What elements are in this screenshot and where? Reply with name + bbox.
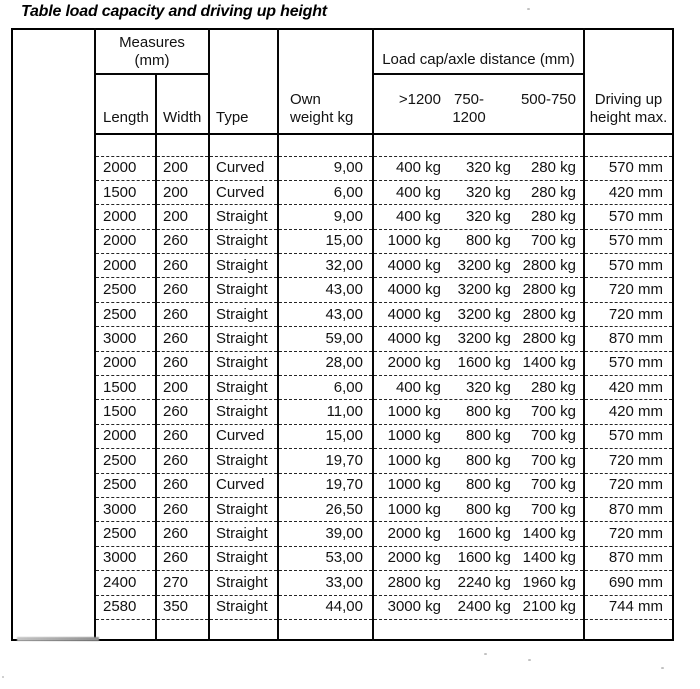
spacer-cell xyxy=(209,619,278,640)
table-row xyxy=(12,278,673,302)
cell-driving-height: 744 mm xyxy=(584,595,673,619)
cell-width: 270 xyxy=(156,571,209,595)
spacer-cell xyxy=(95,134,156,156)
cell-cap-500-750: 2800 kg xyxy=(522,305,576,323)
cell-cap-gt1200: 2800 kg xyxy=(387,573,441,591)
header-axle-750-1200-line2: 1200 xyxy=(452,109,486,126)
header-own-weight xyxy=(278,29,373,134)
cell-load-capacities xyxy=(373,571,584,595)
cell-load-capacities xyxy=(373,546,584,570)
cell-width: 260 xyxy=(156,522,209,546)
table-row xyxy=(12,497,673,521)
cell-length: 2580 xyxy=(95,595,156,619)
cell-cap-750-1200: 1600 kg xyxy=(457,525,511,543)
cell-cap-750-1200: 3200 kg xyxy=(457,329,511,347)
cell-cap-gt1200: 1000 kg xyxy=(387,403,441,421)
spacer-cell xyxy=(584,619,673,640)
cell-load-capacities xyxy=(373,205,584,229)
cell-load-capacities xyxy=(373,424,584,448)
cell-type: Curved xyxy=(209,156,278,180)
cell-type: Curved xyxy=(209,473,278,497)
cell-cap-gt1200: 3000 kg xyxy=(387,598,441,616)
table-row xyxy=(12,376,673,400)
header-row-top xyxy=(12,29,673,74)
cell-cap-500-750: 280 kg xyxy=(530,378,576,396)
cell-driving-height: 720 mm xyxy=(584,473,673,497)
cell-type: Straight xyxy=(209,205,278,229)
cell-length: 2000 xyxy=(95,156,156,180)
cell-load-capacities xyxy=(373,351,584,375)
header-driving-line2: height max. xyxy=(589,109,668,126)
cell-cap-gt1200: 400 kg xyxy=(395,207,441,225)
cell-cap-750-1200: 2400 kg xyxy=(457,598,511,616)
cell-width: 260 xyxy=(156,473,209,497)
table-row xyxy=(12,449,673,473)
cell-load-capacities xyxy=(373,376,584,400)
cell-cap-gt1200: 4000 kg xyxy=(387,281,441,299)
cell-type: Straight xyxy=(209,595,278,619)
cell-cap-gt1200: 4000 kg xyxy=(387,329,441,347)
cell-cap-750-1200: 1600 kg xyxy=(457,549,511,567)
header-width: Width xyxy=(156,74,209,134)
scan-smudge-artifact xyxy=(17,637,99,641)
spacer-cell xyxy=(278,134,373,156)
cell-cap-500-750: 700 kg xyxy=(530,451,576,469)
table-row xyxy=(12,473,673,497)
cell-cap-gt1200: 1000 kg xyxy=(387,476,441,494)
table-row xyxy=(12,424,673,448)
cell-length: 2500 xyxy=(95,302,156,326)
cell-cap-750-1200: 800 kg xyxy=(465,451,511,469)
cell-driving-height: 570 mm xyxy=(584,156,673,180)
header-length: Length xyxy=(95,74,156,134)
cell-type: Straight xyxy=(209,571,278,595)
cell-own-weight: 9,00 xyxy=(278,205,373,229)
header-axle-750-1200 xyxy=(441,91,511,127)
spacer-cell xyxy=(156,619,209,640)
spacer-cell xyxy=(373,134,584,156)
cell-length: 2500 xyxy=(95,473,156,497)
cell-own-weight: 43,00 xyxy=(278,278,373,302)
header-axle-500-750: 500-750 xyxy=(520,91,576,108)
cell-driving-height: 720 mm xyxy=(584,522,673,546)
cell-own-weight: 15,00 xyxy=(278,229,373,253)
cell-type: Straight xyxy=(209,327,278,351)
cell-cap-750-1200: 320 kg xyxy=(465,207,511,225)
cell-load-capacities xyxy=(373,595,584,619)
cell-driving-height: 420 mm xyxy=(584,376,673,400)
scan-speck xyxy=(528,659,531,661)
cell-length: 2000 xyxy=(95,205,156,229)
cell-driving-height: 570 mm xyxy=(584,205,673,229)
cell-load-capacities xyxy=(373,497,584,521)
cell-cap-500-750: 2800 kg xyxy=(522,329,576,347)
cell-cap-750-1200: 3200 kg xyxy=(457,256,511,274)
cell-width: 260 xyxy=(156,302,209,326)
cell-driving-height: 570 mm xyxy=(584,351,673,375)
cell-cap-500-750: 1960 kg xyxy=(522,573,576,591)
cell-load-capacities xyxy=(373,473,584,497)
cell-own-weight: 6,00 xyxy=(278,376,373,400)
cell-driving-height: 870 mm xyxy=(584,497,673,521)
cell-cap-500-750: 700 kg xyxy=(530,476,576,494)
table-row xyxy=(12,351,673,375)
cell-cap-gt1200: 1000 kg xyxy=(387,427,441,445)
spacer-row-bottom xyxy=(12,619,673,640)
cell-width: 260 xyxy=(156,278,209,302)
cell-length: 2000 xyxy=(95,424,156,448)
cell-length: 2400 xyxy=(95,571,156,595)
cell-load-capacities xyxy=(373,278,584,302)
cell-type: Curved xyxy=(209,180,278,204)
cell-load-capacities xyxy=(373,180,584,204)
cell-type: Straight xyxy=(209,400,278,424)
cell-cap-750-1200: 320 kg xyxy=(465,183,511,201)
header-measures-line1: Measures xyxy=(119,33,185,51)
scan-speck xyxy=(661,667,664,669)
cell-load-capacities xyxy=(373,229,584,253)
cell-width: 200 xyxy=(156,376,209,400)
cell-cap-gt1200: 400 kg xyxy=(395,378,441,396)
cell-load-capacities xyxy=(373,400,584,424)
table-row xyxy=(12,254,673,278)
cell-cap-500-750: 700 kg xyxy=(530,427,576,445)
cell-type: Straight xyxy=(209,522,278,546)
cell-type: Straight xyxy=(209,497,278,521)
cell-driving-height: 570 mm xyxy=(584,254,673,278)
cell-driving-height: 870 mm xyxy=(584,546,673,570)
spacer-cell xyxy=(373,619,584,640)
cell-cap-gt1200: 400 kg xyxy=(395,159,441,177)
cell-length: 2000 xyxy=(95,229,156,253)
cell-own-weight: 33,00 xyxy=(278,571,373,595)
table-row xyxy=(12,180,673,204)
cell-cap-gt1200: 4000 kg xyxy=(387,305,441,323)
header-type: Type xyxy=(209,29,278,134)
header-driving-line1: Driving up xyxy=(594,91,663,108)
cell-own-weight: 28,00 xyxy=(278,351,373,375)
cell-type: Straight xyxy=(209,546,278,570)
cell-cap-500-750: 1400 kg xyxy=(522,525,576,543)
cell-type: Straight xyxy=(209,278,278,302)
spacer-cell xyxy=(584,134,673,156)
cell-cap-750-1200: 320 kg xyxy=(465,378,511,396)
header-driving-up xyxy=(584,29,673,134)
cell-own-weight: 11,00 xyxy=(278,400,373,424)
cell-cap-750-1200: 800 kg xyxy=(465,427,511,445)
header-measures-line2: (mm) xyxy=(134,51,170,69)
cell-length: 2500 xyxy=(95,278,156,302)
cell-own-weight: 15,00 xyxy=(278,424,373,448)
cell-type: Straight xyxy=(209,351,278,375)
table-row xyxy=(12,229,673,253)
cell-cap-gt1200: 2000 kg xyxy=(387,525,441,543)
cell-cap-500-750: 280 kg xyxy=(530,183,576,201)
cell-driving-height: 570 mm xyxy=(584,424,673,448)
header-axle-distances xyxy=(373,74,584,134)
cell-driving-height: 420 mm xyxy=(584,180,673,204)
cell-own-weight: 9,00 xyxy=(278,156,373,180)
cell-length: 2000 xyxy=(95,254,156,278)
cell-own-weight: 59,00 xyxy=(278,327,373,351)
cell-cap-750-1200: 3200 kg xyxy=(457,281,511,299)
cell-width: 200 xyxy=(156,156,209,180)
header-axle-750-1200-line1: 750- xyxy=(453,91,485,108)
header-own-weight-line2: weight kg xyxy=(290,109,354,126)
cell-own-weight: 26,50 xyxy=(278,497,373,521)
cell-width: 200 xyxy=(156,180,209,204)
table-row xyxy=(12,571,673,595)
cell-load-capacities xyxy=(373,254,584,278)
cell-own-weight: 6,00 xyxy=(278,180,373,204)
table-row xyxy=(12,522,673,546)
cell-cap-750-1200: 800 kg xyxy=(465,500,511,518)
cell-cap-500-750: 280 kg xyxy=(530,159,576,177)
header-own-weight-line1: Own xyxy=(290,91,321,108)
cell-length: 1500 xyxy=(95,400,156,424)
table-row xyxy=(12,156,673,180)
cell-cap-gt1200: 2000 kg xyxy=(387,549,441,567)
cell-type: Straight xyxy=(209,449,278,473)
table-row xyxy=(12,546,673,570)
table-row xyxy=(12,327,673,351)
table-row xyxy=(12,302,673,326)
table-row xyxy=(12,205,673,229)
cell-length: 1500 xyxy=(95,180,156,204)
cell-own-weight: 19,70 xyxy=(278,449,373,473)
cell-own-weight: 43,00 xyxy=(278,302,373,326)
cell-length: 3000 xyxy=(95,546,156,570)
cell-driving-height: 720 mm xyxy=(584,449,673,473)
cell-length: 2000 xyxy=(95,351,156,375)
cell-type: Straight xyxy=(209,302,278,326)
header-axle-gt1200: >1200 xyxy=(398,91,441,108)
cell-cap-750-1200: 800 kg xyxy=(465,232,511,250)
cell-own-weight: 19,70 xyxy=(278,473,373,497)
cell-width: 260 xyxy=(156,449,209,473)
cell-cap-500-750: 2800 kg xyxy=(522,281,576,299)
spacer-row-top xyxy=(12,134,673,156)
cell-width: 260 xyxy=(156,351,209,375)
cell-cap-500-750: 2100 kg xyxy=(522,598,576,616)
cell-cap-750-1200: 2240 kg xyxy=(457,573,511,591)
header-measures xyxy=(95,29,209,74)
cell-driving-height: 870 mm xyxy=(584,327,673,351)
cell-cap-gt1200: 2000 kg xyxy=(387,354,441,372)
cell-own-weight: 53,00 xyxy=(278,546,373,570)
load-capacity-table xyxy=(11,28,674,641)
scan-speck xyxy=(527,8,530,10)
cell-length: 2500 xyxy=(95,522,156,546)
cell-type: Straight xyxy=(209,229,278,253)
cell-cap-500-750: 1400 kg xyxy=(522,549,576,567)
cell-cap-750-1200: 800 kg xyxy=(465,476,511,494)
spacer-cell xyxy=(95,619,156,640)
cell-cap-gt1200: 1000 kg xyxy=(387,232,441,250)
cell-type: Curved xyxy=(209,424,278,448)
cell-width: 260 xyxy=(156,229,209,253)
cell-load-capacities xyxy=(373,156,584,180)
cell-width: 260 xyxy=(156,400,209,424)
cell-length: 1500 xyxy=(95,376,156,400)
spacer-cell xyxy=(278,619,373,640)
cell-cap-gt1200: 1000 kg xyxy=(387,451,441,469)
cell-cap-750-1200: 320 kg xyxy=(465,159,511,177)
cell-load-capacities xyxy=(373,449,584,473)
spacer-cell xyxy=(209,134,278,156)
cell-cap-gt1200: 400 kg xyxy=(395,183,441,201)
cell-length: 3000 xyxy=(95,327,156,351)
cell-width: 200 xyxy=(156,205,209,229)
cell-cap-500-750: 700 kg xyxy=(530,403,576,421)
scan-speck xyxy=(2,676,4,678)
cell-width: 260 xyxy=(156,254,209,278)
cell-type: Straight xyxy=(209,376,278,400)
cell-cap-500-750: 700 kg xyxy=(530,500,576,518)
cell-driving-height: 420 mm xyxy=(584,400,673,424)
cell-driving-height: 690 mm xyxy=(584,571,673,595)
cell-driving-height: 720 mm xyxy=(584,278,673,302)
cell-width: 350 xyxy=(156,595,209,619)
cell-own-weight: 32,00 xyxy=(278,254,373,278)
cell-cap-500-750: 280 kg xyxy=(530,207,576,225)
cell-cap-500-750: 1400 kg xyxy=(522,354,576,372)
cell-width: 260 xyxy=(156,424,209,448)
header-load-cap: Load cap/axle distance (mm) xyxy=(373,29,584,74)
cell-cap-gt1200: 1000 kg xyxy=(387,500,441,518)
cell-driving-height: 570 mm xyxy=(584,229,673,253)
cell-cap-750-1200: 800 kg xyxy=(465,403,511,421)
cell-load-capacities xyxy=(373,327,584,351)
cell-own-weight: 39,00 xyxy=(278,522,373,546)
cell-load-capacities xyxy=(373,302,584,326)
table-row xyxy=(12,400,673,424)
cell-width: 260 xyxy=(156,546,209,570)
cell-cap-750-1200: 1600 kg xyxy=(457,354,511,372)
cell-width: 260 xyxy=(156,327,209,351)
page-title: Table load capacity and driving up height xyxy=(21,3,327,20)
table-body xyxy=(12,29,673,640)
cell-cap-500-750: 700 kg xyxy=(530,232,576,250)
cell-cap-750-1200: 3200 kg xyxy=(457,305,511,323)
cell-driving-height: 720 mm xyxy=(584,302,673,326)
spacer-cell xyxy=(156,134,209,156)
cell-own-weight: 44,00 xyxy=(278,595,373,619)
empty-left-column xyxy=(12,29,95,640)
table-row xyxy=(12,595,673,619)
cell-type: Straight xyxy=(209,254,278,278)
scan-speck xyxy=(484,653,487,655)
cell-length: 3000 xyxy=(95,497,156,521)
cell-cap-500-750: 2800 kg xyxy=(522,256,576,274)
cell-load-capacities xyxy=(373,522,584,546)
cell-cap-gt1200: 4000 kg xyxy=(387,256,441,274)
cell-length: 2500 xyxy=(95,449,156,473)
cell-width: 260 xyxy=(156,497,209,521)
